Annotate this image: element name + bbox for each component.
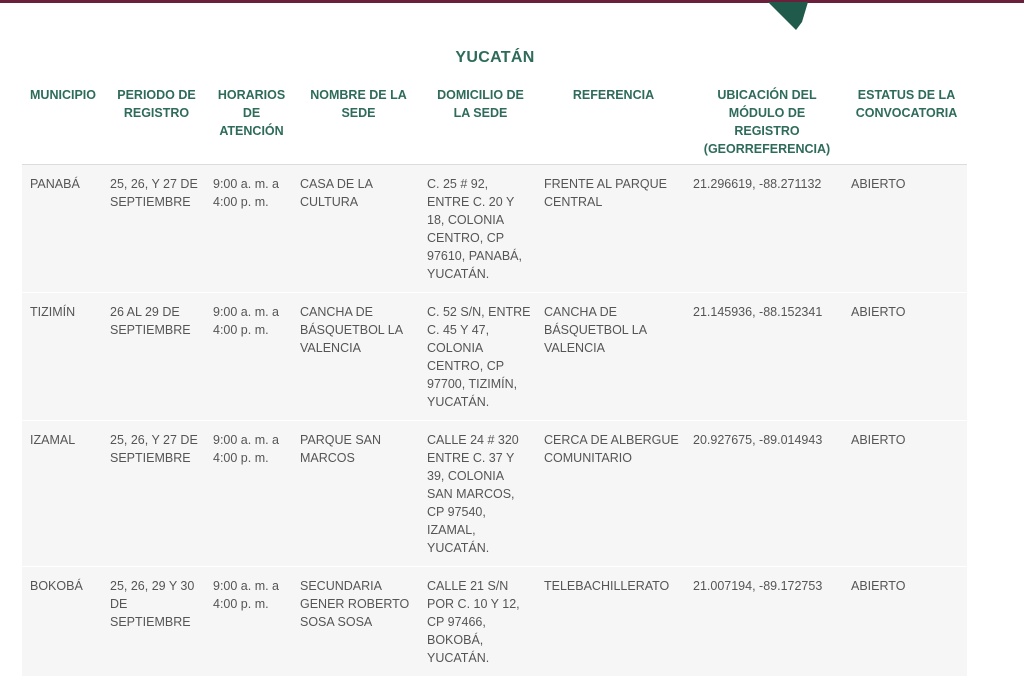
- cell-domicilio: C. 52 S/N, ENTRE C. 45 Y 47, COLONIA CENTRO, CP 97700, TIZIMÍN, YUCATÁN.: [422, 293, 539, 421]
- cell-ubicacion: 20.927675, -89.014943: [688, 421, 846, 567]
- cell-municipio: TIZIMÍN: [22, 293, 105, 421]
- col-header-nombre: NOMBRE DE LA SEDE: [295, 86, 422, 165]
- cell-estatus: ABIERTO: [846, 567, 967, 677]
- cell-horarios: 9:00 a. m. a 4:00 p. m.: [208, 567, 295, 677]
- col-header-estatus: ESTATUS DE LA CONVOCATORIA: [846, 86, 967, 165]
- cell-nombre: CANCHA DE BÁSQUETBOL LA VALENCIA: [295, 293, 422, 421]
- cell-domicilio: CALLE 24 # 320 ENTRE C. 37 Y 39, COLONIA SAN MARCOS, CP 97540, IZAMAL, YUCATÁN.: [422, 421, 539, 567]
- cell-referencia: CERCA DE ALBERGUE COMUNITARIO: [539, 421, 688, 567]
- cell-ubicacion: 21.007194, -89.172753: [688, 567, 846, 677]
- cell-periodo: 25, 26, Y 27 DE SEPTIEMBRE: [105, 165, 208, 293]
- cell-domicilio: CALLE 21 S/N POR C. 10 Y 12, CP 97466, BOKOBÁ, YUCATÁN.: [422, 567, 539, 677]
- table-row: [22, 567, 967, 677]
- col-header-horarios: HORARIOS DE ATENCIÓN: [208, 86, 295, 165]
- cell-municipio: BOKOBÁ: [22, 567, 105, 677]
- cell-estatus: ABIERTO: [846, 293, 967, 421]
- cell-nombre: CASA DE LA CULTURA: [295, 165, 422, 293]
- table-row: [22, 293, 967, 421]
- col-header-ubicacion: UBICACIÓN DEL MÓDULO DE REGISTRO (GEORREFERENCIA): [688, 86, 846, 165]
- cell-referencia: CANCHA DE BÁSQUETBOL LA VALENCIA: [539, 293, 688, 421]
- table-row: [22, 165, 967, 293]
- decorative-tab-icon: [768, 2, 808, 30]
- col-header-periodo: PERIODO DE REGISTRO: [105, 86, 208, 165]
- cell-municipio: IZAMAL: [22, 421, 105, 567]
- col-header-referencia: REFERENCIA: [539, 86, 688, 165]
- registration-sites-table: [22, 86, 967, 677]
- table-header-row: [22, 86, 967, 165]
- cell-periodo: 26 AL 29 DE SEPTIEMBRE: [105, 293, 208, 421]
- cell-horarios: 9:00 a. m. a 4:00 p. m.: [208, 421, 295, 567]
- table-row: [22, 421, 967, 567]
- cell-ubicacion: 21.145936, -88.152341: [688, 293, 846, 421]
- cell-nombre: PARQUE SAN MARCOS: [295, 421, 422, 567]
- top-brand-bar: [0, 0, 1024, 3]
- cell-referencia: TELEBACHILLERATO: [539, 567, 688, 677]
- col-header-domicilio: DOMICILIO DE LA SEDE: [422, 86, 539, 165]
- cell-nombre: SECUNDARIA GENER ROBERTO SOSA SOSA: [295, 567, 422, 677]
- cell-ubicacion: 21.296619, -88.271132: [688, 165, 846, 293]
- cell-domicilio: C. 25 # 92, ENTRE C. 20 Y 18, COLONIA CENTRO, CP 97610, PANABÁ, YUCATÁN.: [422, 165, 539, 293]
- page-title: YUCATÁN: [455, 49, 535, 66]
- cell-referencia: FRENTE AL PARQUE CENTRAL: [539, 165, 688, 293]
- cell-periodo: 25, 26, Y 27 DE SEPTIEMBRE: [105, 421, 208, 567]
- cell-horarios: 9:00 a. m. a 4:00 p. m.: [208, 293, 295, 421]
- col-header-municipio: MUNICIPIO: [22, 86, 105, 165]
- cell-horarios: 9:00 a. m. a 4:00 p. m.: [208, 165, 295, 293]
- cell-periodo: 25, 26, 29 Y 30 DE SEPTIEMBRE: [105, 567, 208, 677]
- cell-estatus: ABIERTO: [846, 421, 967, 567]
- cell-municipio: PANABÁ: [22, 165, 105, 293]
- cell-estatus: ABIERTO: [846, 165, 967, 293]
